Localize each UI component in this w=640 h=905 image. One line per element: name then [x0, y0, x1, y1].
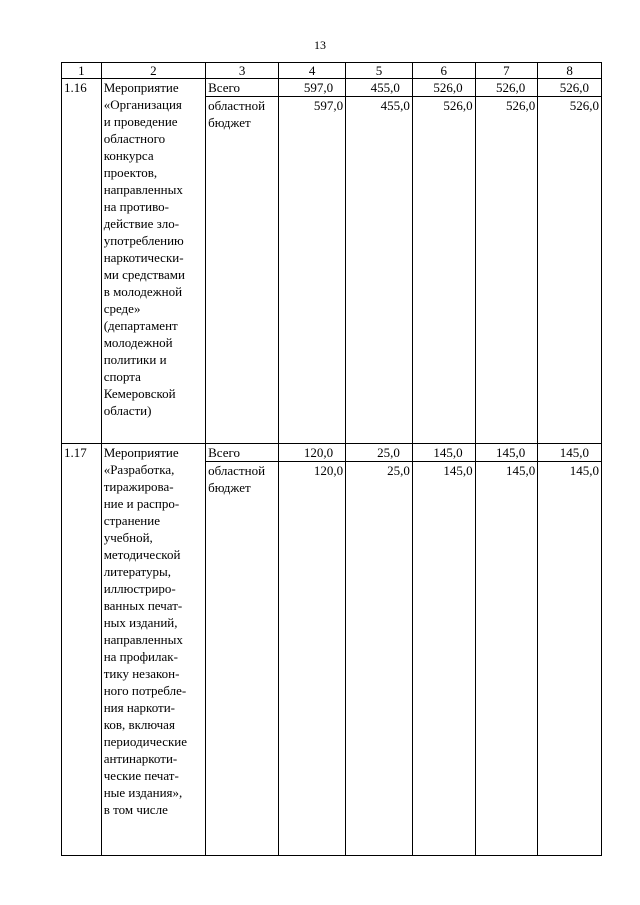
funding-source: Всего областной бюджет — [206, 444, 279, 856]
funding-source: Всего областной бюджет — [206, 79, 279, 444]
value-col-5: 25,0 25,0 — [346, 444, 413, 856]
value-col-8: 526,0 526,0 — [538, 79, 602, 444]
row-description: Мероприятие «Организация и проведение областного конкурса проектов, направленных на противо- действие зло- употреблению наркотически- ми средствами в молодежной среде» (департамент молодежной политики и спорта Кемеровской области) — [101, 79, 205, 444]
row-description: Мероприятие «Разработка, тиражирова- ние и распро- странение учебной, методической литературы, иллюстриро- ванных печат- ных изданий, направленных на профилак- тику незакон- ного потребле- ния наркоти- ков, включая периодические антинаркоти- ческие печат- ные издания», в том числе — [101, 444, 205, 856]
column-header: 6 — [412, 63, 475, 79]
table-row — [62, 444, 602, 856]
column-header: 7 — [475, 63, 538, 79]
value-col-6: 145,0 145,0 — [412, 444, 475, 856]
value-col-5: 455,0 455,0 — [346, 79, 413, 444]
row-index: 1.17 — [62, 444, 102, 856]
value-col-4: 597,0 597,0 — [279, 79, 346, 444]
table-header-row — [62, 63, 602, 79]
column-header: 2 — [101, 63, 205, 79]
page-number: 13 — [314, 38, 326, 52]
column-header: 1 — [62, 63, 102, 79]
column-header: 4 — [279, 63, 346, 79]
value-col-4: 120,0 120,0 — [279, 444, 346, 856]
value-col-8: 145,0 145,0 — [538, 444, 602, 856]
row-index: 1.16 — [62, 79, 102, 444]
value-col-7: 526,0 526,0 — [475, 79, 538, 444]
value-col-6: 526,0 526,0 — [412, 79, 475, 444]
table-row — [62, 79, 602, 444]
value-col-7: 145,0 145,0 — [475, 444, 538, 856]
column-header: 3 — [206, 63, 279, 79]
column-header: 5 — [346, 63, 413, 79]
column-header: 8 — [538, 63, 602, 79]
budget-table — [61, 62, 602, 856]
